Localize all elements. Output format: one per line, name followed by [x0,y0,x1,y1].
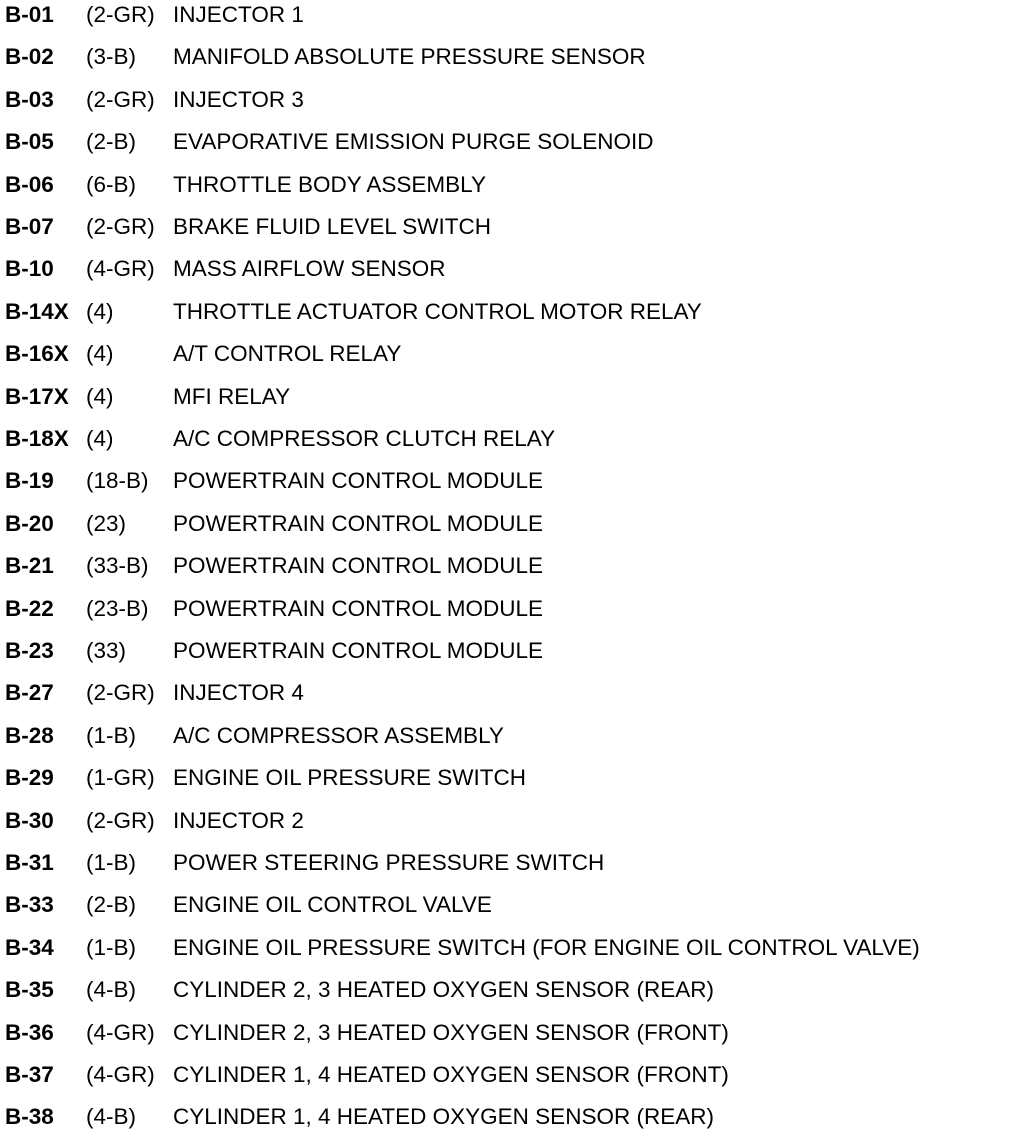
connector-code: B-34 [5,934,54,960]
connector-description: ENGINE OIL PRESSURE SWITCH [173,765,526,791]
connector-description: THROTTLE BODY ASSEMBLY [173,171,487,197]
connector-pins: (4-GR) [86,256,155,282]
connector-pins: (4-B) [86,977,136,1003]
connector-description: A/C COMPRESSOR CLUTCH RELAY [173,426,556,451]
connector-pins: (2-GR) [86,86,155,112]
connector-pins: (2-GR) [86,2,155,27]
connector-description: CYLINDER 1, 4 HEATED OXYGEN SENSOR (REAR) [173,1104,714,1130]
connector-code: B-10 [5,256,54,282]
connector-description: INJECTOR 4 [173,680,304,706]
connector-pins: (2-B) [86,892,136,918]
connector-pins: (23) [86,510,127,536]
connector-code: B-19 [5,468,54,494]
connector-pins: (2-GR) [86,807,155,833]
connector-code: B-28 [5,722,54,748]
connector-pins: (4-GR) [86,1019,155,1045]
connector-description: THROTTLE ACTUATOR CONTROL MOTOR RELAY [173,298,702,324]
connector-row [0,806,1024,836]
connector-code: B-35 [5,977,54,1003]
connector-description: POWERTRAIN CONTROL MODULE [173,510,544,536]
connector-code: B-14X [5,298,69,324]
connector-description: ENGINE OIL PRESSURE SWITCH (FOR ENGINE OIL CONTROL VALVE) [173,934,920,960]
connector-description: A/T CONTROL RELAY [173,341,402,367]
connector-description: MFI RELAY [173,383,291,409]
connector-pins: (1-GR) [86,765,155,791]
connector-pins: (2-GR) [86,680,155,706]
connector-pins: (3-B) [86,44,136,70]
connector-code: B-17X [5,383,69,409]
connector-code: B-36 [5,1019,54,1045]
connector-code: B-03 [5,86,54,112]
connector-row [0,424,1024,454]
connector-row [0,890,1024,920]
connector-row [0,551,1024,581]
connector-row [0,297,1024,327]
connector-pins: (33) [86,638,127,663]
connector-pins: (4-B) [86,1104,136,1130]
connector-row [0,466,1024,496]
connector-row [0,170,1024,200]
connector-pins: (33-B) [86,553,149,579]
connector-pins: (23-B) [86,595,149,621]
connector-description: A/C COMPRESSOR ASSEMBLY [173,722,504,748]
connector-code: B-22 [5,595,54,621]
connector-pins: (6-B) [86,171,136,197]
connector-row [0,339,1024,369]
connector-row [0,212,1024,242]
connector-pins: (4) [86,426,114,451]
connector-description: INJECTOR 1 [173,2,304,27]
connector-pins: (4) [86,298,114,324]
connector-row [0,1018,1024,1048]
connector-description: BRAKE FLUID LEVEL SWITCH [173,214,491,239]
connector-description: INJECTOR 3 [173,86,304,112]
connector-row [0,42,1024,72]
connector-code: B-31 [5,850,54,875]
connector-row [0,933,1024,963]
connector-description: EVAPORATIVE EMISSION PURGE SOLENOID [173,129,654,155]
connector-code: B-20 [5,510,54,536]
connector-row [0,678,1024,708]
connector-description: POWERTRAIN CONTROL MODULE [173,553,544,579]
connector-pins: (1-B) [86,850,136,875]
connector-row [0,594,1024,624]
connector-row [0,763,1024,793]
connector-pins: (4-GR) [86,1062,155,1087]
connector-row [0,254,1024,284]
connector-pins: (2-B) [86,129,136,155]
connector-pins: (4) [86,341,114,367]
connector-row [0,1060,1024,1090]
connector-row [0,721,1024,751]
connector-description: INJECTOR 2 [173,807,304,833]
connector-description: POWERTRAIN CONTROL MODULE [173,638,544,663]
connector-row [0,382,1024,412]
connector-description: POWERTRAIN CONTROL MODULE [173,595,544,621]
connector-description: CYLINDER 2, 3 HEATED OXYGEN SENSOR (FRONT) [173,1019,729,1045]
connector-code: B-21 [5,553,54,579]
connector-row [0,848,1024,878]
connector-code: B-07 [5,214,54,239]
connector-description: MANIFOLD ABSOLUTE PRESSURE SENSOR [173,44,646,70]
connector-row [0,509,1024,539]
connector-description: CYLINDER 1, 4 HEATED OXYGEN SENSOR (FRONT) [173,1062,729,1087]
connector-code: B-18X [5,426,69,451]
connector-code: B-33 [5,892,54,918]
connector-row [0,975,1024,1005]
connector-code: B-37 [5,1062,54,1087]
connector-code: B-01 [5,2,54,27]
connector-code: B-05 [5,129,54,155]
connector-code: B-29 [5,765,54,791]
connector-code: B-27 [5,680,54,706]
connector-pins: (1-B) [86,934,136,960]
connector-code: B-02 [5,44,54,70]
connector-row [0,85,1024,115]
connector-pins: (18-B) [86,468,149,494]
connector-description: POWER STEERING PRESSURE SWITCH [173,850,605,875]
connector-code: B-30 [5,807,54,833]
connector-description: ENGINE OIL CONTROL VALVE [173,892,492,918]
connector-pins: (4) [86,383,114,409]
connector-row [0,1102,1024,1132]
connector-code: B-06 [5,171,54,197]
connector-description: POWERTRAIN CONTROL MODULE [173,468,544,494]
connector-pins: (1-B) [86,722,136,748]
connector-code: B-38 [5,1104,54,1130]
connector-description: CYLINDER 2, 3 HEATED OXYGEN SENSOR (REAR) [173,977,714,1003]
connector-code: B-23 [5,638,54,663]
connector-row [0,127,1024,157]
connector-row [0,0,1024,30]
connector-description: MASS AIRFLOW SENSOR [173,256,446,282]
connector-pins: (2-GR) [86,214,155,239]
connector-row [0,636,1024,666]
connector-code: B-16X [5,341,69,367]
